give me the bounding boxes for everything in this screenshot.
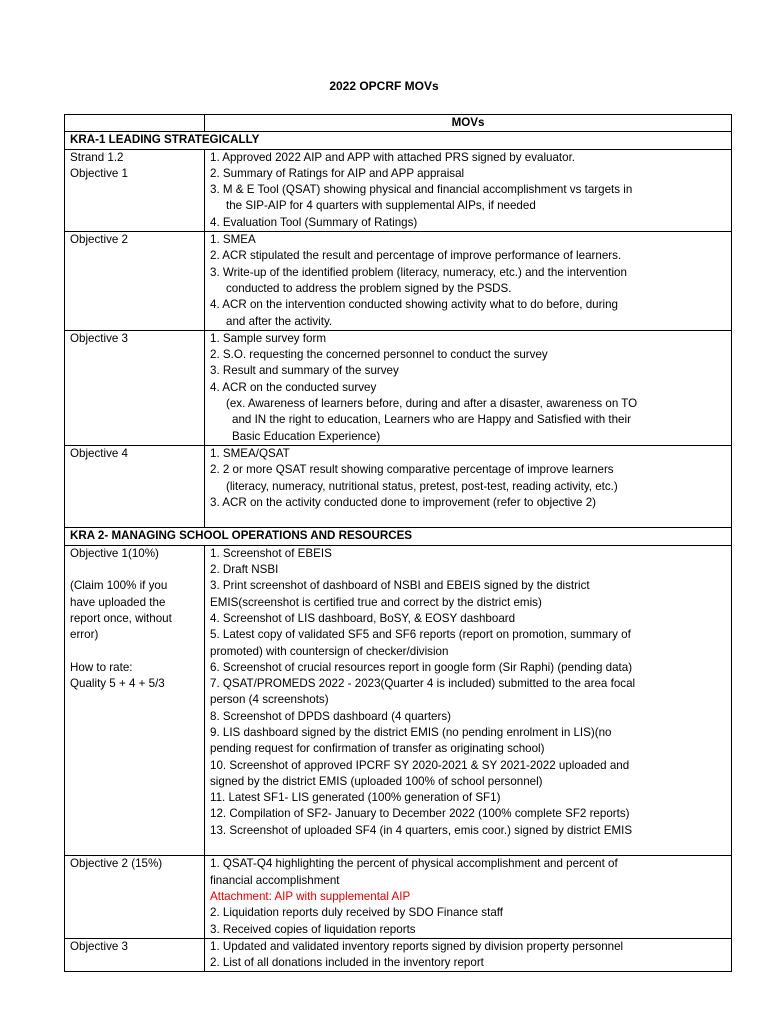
objective-cell <box>65 232 205 331</box>
mov-item: and after the activity. <box>226 314 333 328</box>
mov-item <box>210 839 726 855</box>
objective-label: Quality 5 + 4 + 5/3 <box>70 677 165 691</box>
mov-item: 4. ACR on the conducted survey <box>210 380 377 394</box>
mov-item: 8. Screenshot of DPDS dashboard (4 quarters) <box>210 709 452 723</box>
mov-item: promoted) with countersign of checker/division <box>210 644 449 658</box>
table-row <box>65 545 732 856</box>
mov-item: 12. Compilation of SF2- January to December 2022 (100% complete SF2 reports) <box>210 807 630 821</box>
mov-item <box>210 511 726 527</box>
movs-cell <box>205 938 732 972</box>
mov-item: 2. Liquidation reports duly received by SDO Finance staff <box>210 906 504 920</box>
table-header-row <box>65 115 732 132</box>
mov-item: 3. M & E Tool (QSAT) showing physical and financial accomplishment vs targets in <box>210 183 633 197</box>
objective-label: How to rate: <box>70 660 133 674</box>
document-title: 2022 OPCRF MOVs <box>329 79 439 93</box>
table-row <box>65 149 732 231</box>
objective-label: report once, without <box>70 611 172 625</box>
header-cell-empty <box>65 115 205 132</box>
movs-cell <box>205 545 732 856</box>
kra1-label: KRA-1 LEADING STRATEGICALLY <box>65 132 732 149</box>
mov-item: 1. Approved 2022 AIP and APP with attached PRS signed by evaluator. <box>210 150 576 164</box>
mov-item: 1. QSAT-Q4 highlighting the percent of physical accomplishment and percent of <box>210 857 618 871</box>
mov-item: 2. List of all donations included in the inventory report <box>210 956 484 970</box>
mov-item: 2. ACR stipulated the result and percentage of improve performance of learners. <box>210 249 622 263</box>
objective-cell <box>65 445 205 527</box>
objective-label: have uploaded the <box>70 595 166 609</box>
mov-item: 3. Result and summary of the survey <box>210 364 399 378</box>
mov-item: the SIP-AIP for 4 quarters with supplemental AIPs, if needed <box>226 199 536 213</box>
attachment-note: Attachment: AIP with supplemental AIP <box>210 889 411 903</box>
kra2-label: KRA 2- MANAGING SCHOOL OPERATIONS AND RESOURCES <box>65 528 732 545</box>
objective-label: (Claim 100% if you <box>70 579 168 593</box>
mov-item: 10. Screenshot of approved IPCRF SY 2020-2021 & SY 2021-2022 uploaded and <box>210 758 630 772</box>
objective-label <box>70 562 199 578</box>
mov-item: 9. LIS dashboard signed by the district EMIS (no pending enrolment in LIS)(no <box>210 725 612 739</box>
mov-item: 1. Sample survey form <box>210 331 326 345</box>
mov-item: signed by the district EMIS (uploaded 100% of school personnel) <box>210 774 543 788</box>
movs-cell <box>205 856 732 938</box>
table-row <box>65 232 732 331</box>
mov-item: 2. Draft NSBI <box>210 563 279 577</box>
movs-cell <box>205 445 732 527</box>
objective-label: Objective 3 <box>70 939 128 953</box>
mov-item: 1. Screenshot of EBEIS <box>210 546 332 560</box>
table-row <box>65 445 732 527</box>
mov-item: 1. Updated and validated inventory reports signed by division property personnel <box>210 939 624 953</box>
mov-item: conducted to address the problem signed by the PSDS. <box>226 281 512 295</box>
mov-item: 2. Summary of Ratings for AIP and APP appraisal <box>210 166 465 180</box>
mov-item: EMIS(screenshot is certified true and correct by the district emis) <box>210 595 542 609</box>
table-row <box>65 856 732 938</box>
objective-label: Strand 1.2 <box>70 150 124 164</box>
mov-item: pending request for confirmation of transfer as originating school) <box>210 742 545 756</box>
objective-label: Objective 3 <box>70 331 128 345</box>
mov-item: Basic Education Experience) <box>232 429 381 443</box>
objective-cell <box>65 938 205 972</box>
movs-table <box>64 114 732 972</box>
mov-item: 13. Screenshot of uploaded SF4 (in 4 quarters, emis coor.) signed by district EMIS <box>210 823 633 837</box>
mov-item: 5. Latest copy of validated SF5 and SF6 reports (report on promotion, summary of <box>210 628 631 642</box>
mov-item: 3. Received copies of liquidation reports <box>210 922 416 936</box>
mov-item: (literacy, numeracy, nutritional status, pretest, post-test, reading activity, etc.) <box>226 479 618 493</box>
mov-item: person (4 screenshots) <box>210 693 329 707</box>
mov-item: (ex. Awareness of learners before, during and after a disaster, awareness on TO <box>226 397 638 411</box>
mov-item: 2. S.O. requesting the concerned personnel to conduct the survey <box>210 348 548 362</box>
header-cell-movs: MOVs <box>205 115 732 132</box>
movs-cell <box>205 232 732 331</box>
mov-item: 4. Screenshot of LIS dashboard, BoSY, & EOSY dashboard <box>210 611 516 625</box>
objective-label: Objective 1 <box>70 166 128 180</box>
mov-item: 4. ACR on the intervention conducted showing activity what to do before, during <box>210 298 618 312</box>
mov-item: 1. SMEA/QSAT <box>210 446 290 460</box>
kra2-header-row <box>65 528 732 545</box>
mov-item: 11. Latest SF1- LIS generated (100% generation of SF1) <box>210 791 501 805</box>
objective-cell <box>65 149 205 231</box>
mov-item: 2. 2 or more QSAT result showing comparative percentage of improve learners <box>210 463 614 477</box>
objective-label: Objective 1(10%) <box>70 546 159 560</box>
objective-cell <box>65 545 205 856</box>
objective-label <box>70 644 199 660</box>
table-row <box>65 330 732 445</box>
kra1-header-row <box>65 132 732 149</box>
mov-item: financial accomplishment <box>210 873 340 887</box>
mov-item: 1. SMEA <box>210 233 256 247</box>
objective-label: error) <box>70 628 99 642</box>
mov-item: 6. Screenshot of crucial resources report in google form (Sir Raphi) (pending data) <box>210 660 633 674</box>
mov-item: and IN the right to education, Learners who are Happy and Satisfied with their <box>232 413 631 427</box>
movs-cell <box>205 149 732 231</box>
mov-item: 7. QSAT/PROMEDS 2022 - 2023(Quarter 4 is included) submitted to the area focal <box>210 677 636 691</box>
mov-item: 3. Print screenshot of dashboard of NSBI and EBEIS signed by the district <box>210 579 590 593</box>
objective-cell <box>65 856 205 938</box>
mov-item: 4. Evaluation Tool (Summary of Ratings) <box>210 215 418 229</box>
mov-item: 3. Write-up of the identified problem (literacy, numeracy, etc.) and the intervention <box>210 265 627 279</box>
objective-label: Objective 4 <box>70 446 128 460</box>
objective-cell <box>65 330 205 445</box>
objective-label: Objective 2 (15%) <box>70 857 163 871</box>
table-row <box>65 938 732 972</box>
mov-item: 3. ACR on the activity conducted done to improvement (refer to objective 2) <box>210 495 597 509</box>
objective-label: Objective 2 <box>70 233 128 247</box>
movs-cell <box>205 330 732 445</box>
